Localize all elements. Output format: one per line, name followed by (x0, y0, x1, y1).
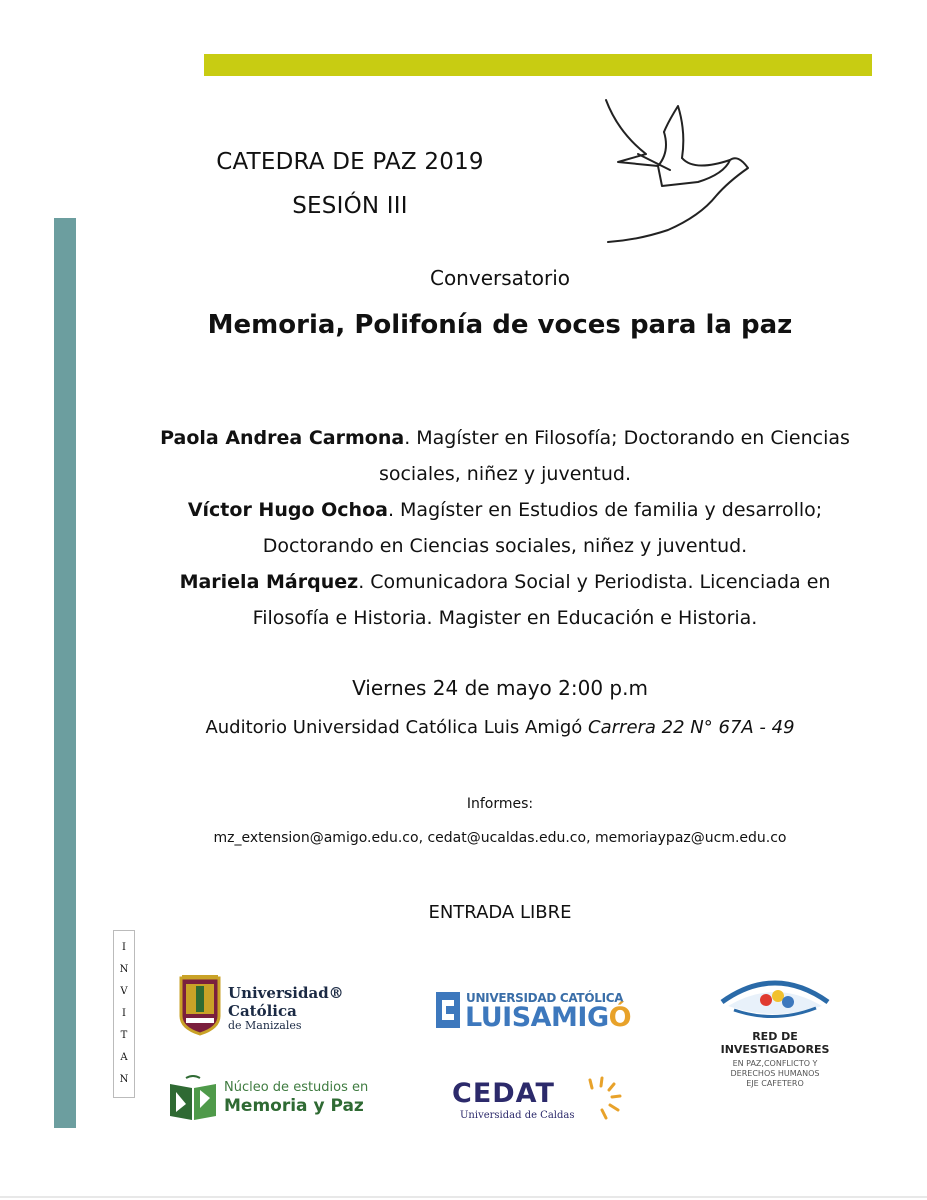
venue-address: Carrera 22 N° 67A - 49 (588, 717, 795, 738)
event-date-time: Viernes 24 de mayo 2:00 p.m (352, 676, 648, 700)
speaker-name: Mariela Márquez (179, 571, 359, 593)
speakers-list (150, 420, 860, 636)
event-headline: Memoria, Polifonía de voces para la paz (207, 310, 793, 340)
red-subtitle (710, 1059, 840, 1089)
invitan-letter: I (122, 942, 126, 953)
admission-note: ENTRADA LIBRE (428, 902, 572, 923)
logo-red-investigadores (710, 972, 840, 1102)
speaker-entry (150, 492, 860, 564)
luis-amigo-line2 (465, 1002, 631, 1033)
ucm-line1: Universidad® (228, 984, 344, 1002)
bottom-divider (0, 1196, 927, 1198)
speaker-name: Paola Andrea Carmona (160, 427, 405, 449)
red-line1: RED DE (752, 1030, 798, 1043)
luis-amigo-name: LUISAMIG (465, 1002, 609, 1033)
nucleo-line1: Núcleo de estudios en (224, 1080, 369, 1095)
speaker-bio: . Magíster en Estudios de familia y desarrollo; Doctorando en Ciencias sociales, niñez y juventud. (262, 499, 823, 557)
event-type: Conversatorio (429, 266, 570, 290)
logo-universidad-luis-amigo (436, 990, 636, 1034)
invitan-letter: A (120, 1052, 128, 1063)
logo-cedat (450, 1076, 626, 1126)
speaker-bio: . Comunicadora Social y Periodista. Licenciada en Filosofía e Historia. Magister en Educación e Historia. (252, 571, 831, 629)
red-line3: EN PAZ,CONFLICTO Y (732, 1059, 818, 1068)
invitan-letter: T (120, 1030, 128, 1041)
luis-amigo-line1: UNIVERSIDAD CATÓLICA (466, 991, 624, 1005)
nucleo-line2: Memoria y Paz (224, 1096, 364, 1116)
speaker-entry (150, 564, 860, 636)
invitan-letter: V (120, 986, 128, 997)
ucm-line3: de Manizales (228, 1019, 302, 1032)
event-title (160, 140, 540, 228)
sunburst-icon (584, 1076, 624, 1120)
dove-icon (598, 92, 758, 252)
logo-nucleo-memoria-paz (166, 1072, 376, 1126)
cedat-name: CEDAT (452, 1078, 555, 1109)
contact-label: Informes: (466, 796, 534, 812)
eye-hands-icon (718, 972, 832, 1022)
red-line5: EJE CAFETERO (746, 1079, 804, 1088)
invitan-letter: N (119, 1074, 129, 1085)
accent-bar-top (204, 54, 872, 76)
red-title (710, 1030, 840, 1056)
event-title-line1: CATEDRA DE PAZ 2019 (216, 149, 484, 175)
invitan-letter: I (122, 1008, 126, 1019)
speaker-entry (150, 420, 860, 492)
speaker-name: Víctor Hugo Ochoa (187, 499, 388, 521)
open-book-icon (166, 1074, 220, 1122)
speaker-bio: . Magíster en Filosofía; Doctorando en Ciencias sociales, niñez y juventud. (378, 427, 850, 485)
accent-bar-side (54, 218, 76, 1128)
contact-emails: mz_extension@amigo.edu.co, cedat@ucaldas.edu.co, memoriaypaz@ucm.edu.co (213, 830, 787, 846)
red-line2: INVESTIGADORES (720, 1043, 830, 1056)
cedat-university: Universidad de Caldas (460, 1110, 575, 1121)
event-title-line2: SESIÓN III (292, 193, 408, 219)
university-shield-icon (178, 974, 222, 1036)
venue-name: Auditorio Universidad Católica Luis Amigó (205, 717, 583, 738)
logo-universidad-catolica-manizales (178, 974, 348, 1038)
invitan-letter: N (119, 964, 129, 975)
ucm-line2: Católica (228, 1002, 297, 1020)
red-line4: DERECHOS HUMANOS (730, 1069, 820, 1078)
invitan-vertical-label (113, 930, 135, 1098)
luis-amigo-accent: Ó (608, 1002, 632, 1033)
event-location (120, 717, 880, 738)
luis-amigo-mark-icon (436, 992, 460, 1028)
